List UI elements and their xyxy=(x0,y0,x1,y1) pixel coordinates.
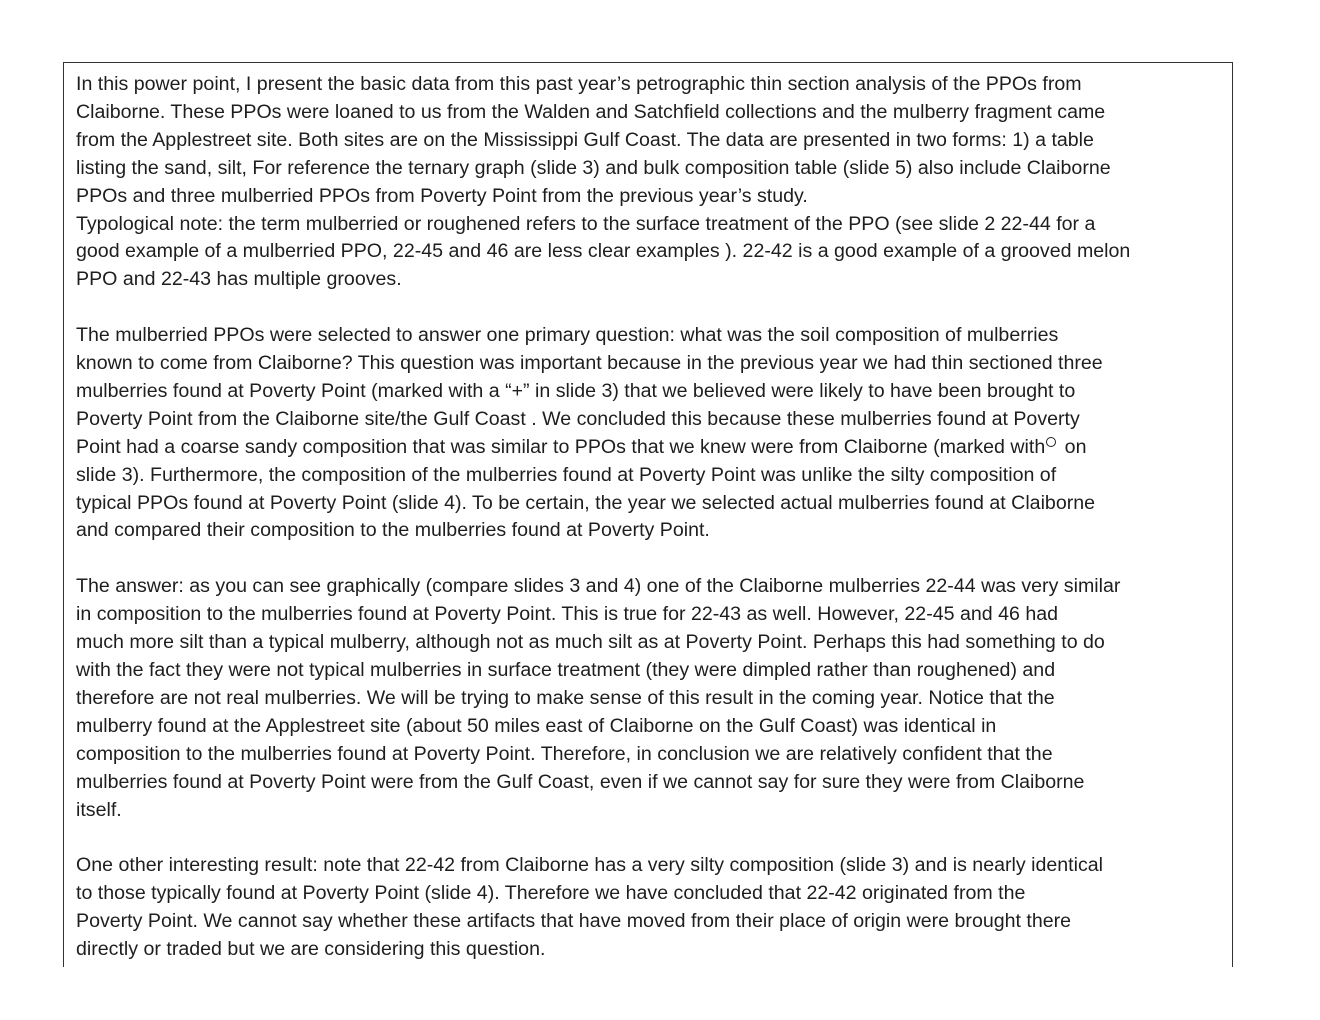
text-line: in composition to the mulberries found at Poverty Point. This is true for 22-43 as well. However, 22-45 and 46 had xyxy=(76,603,1059,626)
text-line: itself. xyxy=(76,798,122,821)
paragraph-answer xyxy=(76,573,1226,824)
text-line: known to come from Claiborne? This question was important because in the previous year we had thin sectioned three xyxy=(76,352,1103,375)
text-line: to those typically found at Poverty Point (slide 4). Therefore we have concluded that 22-42 originated from the xyxy=(76,882,1026,905)
text-line: mulberries found at Poverty Point (marked with a “+” in slide 3) that we believed were likely to have been brought to xyxy=(76,379,1076,402)
document-body xyxy=(76,71,1226,964)
text-line-suffix: on xyxy=(1059,435,1087,458)
text-line: PPOs and three mulberried PPOs from Poverty Point from the previous year’s study. xyxy=(76,184,808,207)
text-line: Typological note: the term mulberried or roughened refers to the surface treatment of the PPO (see slide 2 22-44 for a xyxy=(76,212,1096,235)
paragraph-other-result xyxy=(76,852,1226,964)
text-line: much more silt than a typical mulberry, although not as much silt as at Poverty Point. Perhaps this had something to do xyxy=(76,631,1105,654)
paragraph-gap xyxy=(76,294,1226,322)
text-line: directly or traded but we are considering this question. xyxy=(76,938,546,961)
text-line: typical PPOs found at Poverty Point (slide 4). To be certain, the year we selected actual mulberries found at Claiborne xyxy=(76,491,1096,514)
paragraph-gap xyxy=(76,545,1226,573)
text-line: One other interesting result: note that 22-42 from Claiborne has a very silty composition (slide 3) and is nearly identical xyxy=(76,854,1104,877)
text-line: slide 3). Furthermore, the composition of the mulberries found at Poverty Point was unlike the silty composition of xyxy=(76,463,1057,486)
text-line: listing the sand, silt, For reference the ternary graph (slide 3) and bulk composition table (slide 5) also include Claiborne xyxy=(76,156,1111,179)
text-line: and compared their composition to the mulberries found at Poverty Point. xyxy=(76,519,710,542)
text-line: good example of a mulberried PPO, 22-45 and 46 are less clear examples ). 22-42 is a good example of a grooved melon xyxy=(76,240,1131,263)
text-line: therefore are not real mulberries. We will be trying to make sense of this result in the coming year. Notice that the xyxy=(76,686,1055,709)
text-line: The mulberried PPOs were selected to answer one primary question: what was the soil composition of mulberries xyxy=(76,324,1059,347)
text-line: mulberry found at the Applestreet site (about 50 miles east of Claiborne on the Gulf Coast) was identical in xyxy=(76,714,997,737)
paragraph-gap xyxy=(76,824,1226,852)
text-line: with the fact they were not typical mulberries in surface treatment (they were dimpled rather than roughened) and xyxy=(76,659,1056,681)
text-line: composition to the mulberries found at Poverty Point. Therefore, in conclusion we are relatively confident that the xyxy=(76,742,1053,765)
text-line: Poverty Point. We cannot say whether these artifacts that have moved from their place of origin were brought there xyxy=(76,910,1072,933)
text-line: Claiborne. These PPOs were loaned to us from the Walden and Satchfield collections and the mulberry fragment came xyxy=(76,100,1106,123)
circle-marker-icon xyxy=(1046,437,1056,447)
text-line: In this power point, I present the basic data from this past year’s petrographic thin section analysis of the PPOs from xyxy=(76,73,1082,95)
text-line: PPO and 22-43 has multiple grooves. xyxy=(76,268,402,291)
text-line: from the Applestreet site. Both sites are on the Mississippi Gulf Coast. The data are presented in two forms: 1) a table xyxy=(76,128,1094,151)
text-line-with-circle-marker xyxy=(76,434,1226,462)
text-line: mulberries found at Poverty Point were from the Gulf Coast, even if we cannot say for sure they were from Claiborne xyxy=(76,770,1085,793)
paragraph-question xyxy=(76,322,1226,545)
text-line-main: Point had a coarse sandy composition that was similar to PPOs that we knew were from Claiborne (marked with xyxy=(76,435,1046,458)
text-line: The answer: as you can see graphically (compare slides 3 and 4) one of the Claiborne mulberries 22-44 was very similar xyxy=(76,575,1121,598)
text-line: Poverty Point from the Claiborne site/the Gulf Coast . We concluded this because these mulberries found at Poverty xyxy=(76,407,1080,430)
paragraph-intro xyxy=(76,71,1226,294)
